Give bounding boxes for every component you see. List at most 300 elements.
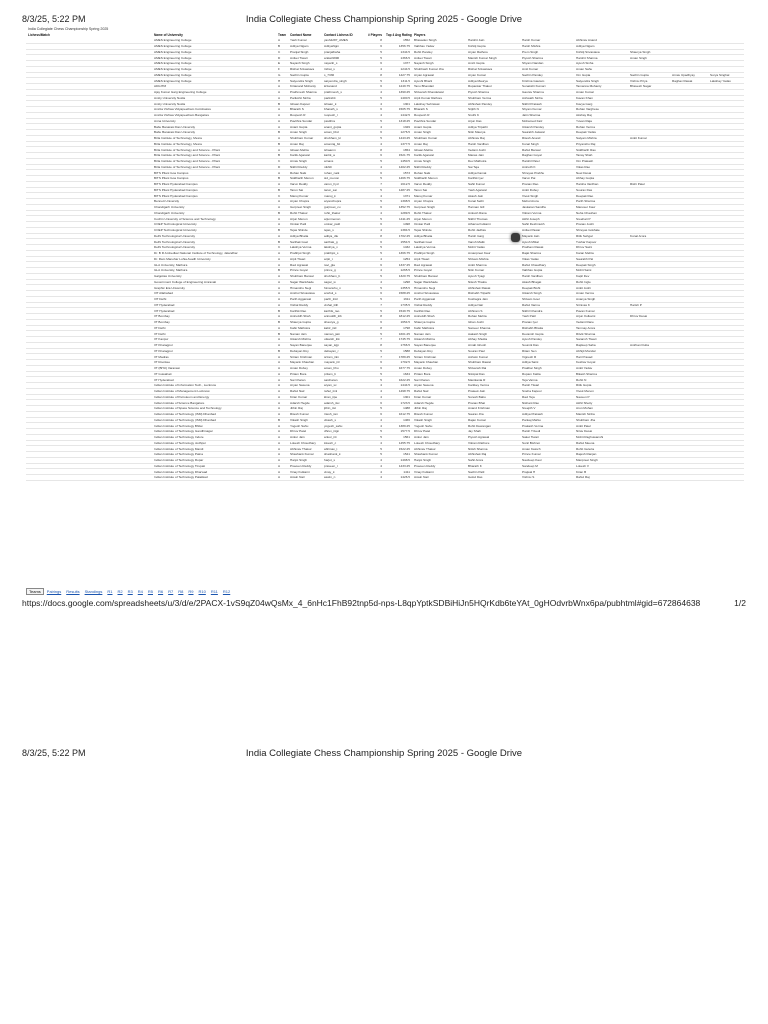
table-row — [26, 475, 744, 481]
cell-avg: 1344.5 — [400, 49, 410, 54]
cell-team: A — [278, 383, 281, 388]
cell-p2: Ankush Rana — [468, 210, 487, 215]
cell-college: Ajay Kumar Garg Engineering College — [154, 90, 207, 95]
cell-p5: Dhruv Desai — [630, 314, 648, 319]
cell-avg: 1402.25 — [398, 164, 410, 169]
cell-p2: Ashwin Kumar — [468, 354, 488, 359]
cell-p2: Sai Teja — [468, 164, 479, 169]
cell-p1: Prince Goyal — [414, 268, 432, 273]
cell-p3: Kunal Singh — [522, 141, 539, 146]
cell-college: AMES Engineering College — [154, 72, 192, 77]
cell-contact: Arpit Tiwari — [290, 256, 306, 261]
cell-players: 8 — [380, 38, 382, 43]
cell-lichess: arjunmenon — [324, 216, 341, 221]
cell-p5: Kunal Arora — [630, 233, 647, 238]
cell-p2: Aakash Singh — [468, 331, 488, 336]
cell-contact: Utkarsh Mishra — [290, 337, 311, 342]
cell-avg: 1498 — [403, 222, 410, 227]
cell-lichess: karthik_rao — [324, 308, 340, 313]
cell-avg: 1249.75 — [398, 84, 410, 89]
cell-p3: Navdeep Kaur — [522, 458, 542, 463]
cell-p4: Karan Mehta — [576, 251, 594, 256]
cell-avg: 1427.75 — [398, 72, 410, 77]
cell-p4: Deepak Yadav — [576, 130, 597, 135]
cell-p3: Amit Kumar — [522, 67, 539, 72]
cell-p3: Rupam Kalita — [522, 371, 541, 376]
cell-college: Amity University Noida — [154, 101, 186, 106]
cell-contact: Shubham Bansal — [290, 274, 314, 279]
cell-p4: Vivek Menon — [576, 389, 594, 394]
cell-p2: Ishan Joshi — [468, 320, 484, 325]
cell-p1: Abhinav Thakur — [414, 446, 436, 451]
cell-p2: Rishabh Tripathi — [468, 291, 491, 296]
cell-p3: Raghav Goyal — [522, 153, 542, 158]
sheet-tab[interactable]: R6 — [158, 589, 164, 594]
cell-p1: Rahul Nair — [414, 389, 429, 394]
cell-avg: 1400.5 — [400, 95, 410, 100]
cell-p3: Aman Katoch — [522, 446, 541, 451]
cell-p1: Sayan Banerjee — [414, 343, 437, 348]
cell-p4: Rohit Ingle — [576, 279, 591, 284]
cell-contact: Kritanand Mohanty — [290, 84, 316, 89]
cell-lichess: aryanchopra — [324, 199, 342, 204]
cell-p2: Sahil Arora — [468, 458, 484, 463]
cell-college: COEP Technological University — [154, 228, 197, 233]
cell-college: Babu Banarasi Das University — [154, 124, 196, 129]
cell-players: 8 — [380, 72, 382, 77]
cell-contact: Aditya Bhatia — [290, 233, 309, 238]
cell-avg: 1549.75 — [398, 308, 410, 313]
cell-players: 4 — [380, 141, 382, 146]
cell-college: Birla Institute of Technology and Science - Pilani — [154, 153, 220, 158]
cell-college: COEP Technological University — [154, 222, 197, 227]
sheet-tab[interactable]: Teams — [26, 588, 44, 595]
sheet-tab[interactable]: R10 — [198, 589, 206, 594]
cell-avg: 1498.75 — [398, 389, 410, 394]
cell-college: Amrita Vishwa Vidyapeetham Bangalore — [154, 113, 210, 118]
cell-college: GLA University, Mathura — [154, 262, 188, 267]
cell-team: A — [278, 285, 281, 290]
cell-lichess: shubham_b — [324, 274, 341, 279]
sheet-tab[interactable]: R1 — [107, 589, 113, 594]
cell-p4: Tanmay Arora — [576, 325, 596, 330]
cell-team: A — [278, 475, 281, 480]
cell-contact: Aniket Tiwari — [290, 55, 308, 60]
cell-p4: Saransh Tiwari — [576, 337, 597, 342]
cell-p4: Naveen P — [576, 394, 590, 399]
cell-avg: 1455.75 — [398, 440, 410, 445]
sheet-tab[interactable]: R2 — [117, 589, 123, 594]
cell-avg: 1789.25 — [398, 354, 410, 359]
cell-college: IIIT Hyderabad — [154, 302, 175, 307]
cell-lichess: saicharan — [324, 377, 338, 382]
cell-p1: Arpit Tiwari — [414, 256, 430, 261]
cell-p4: Rajesh Ranjan — [576, 452, 597, 457]
cell-team: A — [278, 107, 281, 112]
cell-lichess: tarun_sai — [324, 187, 337, 192]
cell-lichess: aniket9990 — [324, 55, 340, 60]
cell-contact: Sarthak Goel — [290, 239, 309, 244]
cell-players: 5 — [380, 308, 382, 313]
cell-p3: Sneha Kapoor — [522, 389, 542, 394]
cell-p1: Vishal Reddy — [414, 302, 433, 307]
cell-lichess: anant_gupta — [324, 124, 342, 129]
cell-p2: Nikhil Thomas — [468, 216, 488, 221]
cell-team: B — [278, 130, 281, 135]
cell-team: A — [278, 95, 281, 100]
cell-p3: Prajwal H — [522, 469, 536, 474]
cell-p1: Rohit Thakur — [414, 210, 432, 215]
cell-avg: 1377.5 — [400, 141, 410, 146]
cell-p4: Ritik Sehgal — [576, 233, 593, 238]
cell-college: IIT Guwahati — [154, 371, 172, 376]
cell-p4: Deepak Rao — [576, 193, 594, 198]
cell-lichess: rohan_naik — [324, 170, 340, 175]
cell-p4: Rohan Varghese — [576, 107, 599, 112]
cell-college: BITS Pilani Hyderabad Campus — [154, 182, 198, 187]
cell-p3: Shivam Goel — [522, 297, 540, 302]
cell-avg: 1443.25 — [398, 136, 410, 141]
cell-avg: 1329 — [403, 124, 410, 129]
cell-college: ADGITM — [154, 84, 167, 89]
cell-p3: Shyam Kumar — [522, 107, 542, 112]
cell-p1: Lakshya Verma — [414, 245, 436, 250]
cell-contact: Kartik Agarwal — [290, 153, 310, 158]
cell-p4: Kavya Garg — [576, 101, 593, 106]
cell-avg: 1498.5 — [400, 458, 410, 463]
cell-players: 6 — [380, 360, 382, 365]
cell-p2: Rajan Kumar — [468, 417, 487, 422]
cell-p3: Varun Pai — [522, 176, 536, 181]
cell-p2: Abhishek Raj — [468, 452, 487, 457]
cell-p3: Rahul Chaudhary — [522, 262, 547, 267]
cell-lichess: aniruddh_iitb — [324, 314, 342, 319]
cell-lichess: tejas_s — [324, 228, 334, 233]
cell-p4: Aman Verma — [576, 291, 594, 296]
cell-p4: Rohit Guleria — [576, 446, 595, 451]
cell-p4: Rahul Raj — [576, 475, 590, 480]
cell-p4: Shreyas Gokhale — [576, 228, 600, 233]
cell-p1: Rohit Pandey — [414, 49, 433, 54]
sheet-tab[interactable]: Results — [66, 589, 80, 594]
cell-p4: Keshav Goyal — [576, 360, 596, 365]
cell-team: A — [278, 371, 281, 376]
cell-players: 5 — [380, 199, 382, 204]
cell-p4: Kshitij Srivastava — [576, 49, 600, 54]
cell-p2: Kartikey Verma — [468, 383, 489, 388]
cell-team: B — [278, 210, 281, 215]
cell-avg: 1371 — [403, 193, 410, 198]
cell-contact: Lakshya Verma — [290, 245, 312, 250]
cell-p1: Nikhil Reddy — [414, 164, 432, 169]
cell-players: 7 — [380, 182, 382, 187]
cell-p1: Shubham Kumar — [414, 136, 438, 141]
cell-avg: 1766.5 — [400, 343, 410, 348]
cell-p4: Harsha Vardhan — [576, 182, 599, 187]
cell-lichess: sid_menon — [324, 176, 340, 181]
cell-team: B — [278, 331, 281, 336]
cell-team: A — [278, 262, 281, 267]
cell-team: A — [278, 291, 281, 296]
cell-p2: Manish Kumar Singh — [468, 55, 497, 60]
cell-avg: 1723.5 — [400, 400, 410, 405]
cell-team: E — [278, 61, 281, 66]
cell-avg: 1554.5 — [400, 239, 410, 244]
cell-p2: Saurav Jha — [468, 412, 484, 417]
cell-avg: 1337.25 — [398, 262, 410, 267]
cell-college: Indian Institute of Technology Palakkad — [154, 475, 208, 480]
cell-p4: Tamanna Mohanty — [576, 84, 602, 89]
cell-team: A — [278, 233, 281, 238]
cell-lichess: parikshit — [324, 95, 336, 100]
cell-lichess: abhinav_t — [324, 446, 338, 451]
cell-p3: Krishna Gautam — [522, 78, 545, 83]
cell-contact: Siddharth Menon — [290, 176, 314, 181]
print-footer — [0, 598, 768, 610]
sheet-tab[interactable]: R3 — [127, 589, 133, 594]
sheet-tab[interactable]: R8 — [178, 589, 184, 594]
cell-p5: Harish P — [630, 302, 642, 307]
cell-college: Chandigarh University — [154, 205, 185, 210]
cell-p1: Anant Gupta — [414, 124, 432, 129]
cell-college: IIT Bombay — [154, 314, 170, 319]
cell-players: 8 — [380, 343, 382, 348]
cell-contact: Ishaan Kapoor — [290, 101, 311, 106]
cell-avg: 1432 — [403, 245, 410, 250]
sheet-tab[interactable]: R7 — [168, 589, 174, 594]
cell-p1: Kabir Malhotra — [414, 325, 435, 330]
cell-p2: Mohit Yadav — [468, 245, 485, 250]
cell-p3: Vivek Singh — [522, 193, 539, 198]
cell-avg: 1522.25 — [398, 446, 410, 451]
cell-contact: Tejas Shinde — [290, 228, 308, 233]
cell-p1: Gurpreet Singh — [414, 205, 435, 210]
cell-p4: Abhay Gupta — [576, 176, 595, 181]
cell-college: AMES Engineering College — [154, 78, 192, 83]
cell-players: 4 — [380, 458, 382, 463]
cell-p2: Ayush Tyagi — [468, 274, 485, 279]
cell-avg: 1450.5 — [400, 159, 410, 164]
sheet-tab[interactable]: R5 — [147, 589, 153, 594]
cell-avg: 1505.75 — [398, 107, 410, 112]
cell-team: A — [278, 429, 281, 434]
cell-p1: Karthik Rao — [414, 308, 431, 313]
cell-college: IIT Delhi — [154, 331, 166, 336]
cell-p4: Priyanshu Raj — [576, 141, 596, 146]
cell-p3: Pratham Rawat — [522, 245, 544, 250]
header-lichess: Contact Lichess ID — [324, 33, 353, 37]
cell-lichess: gurpreet_cu — [324, 205, 341, 210]
cell-p2: Abhinav Raj — [468, 136, 485, 141]
cell-team: A — [278, 256, 281, 261]
cell-p3: Ravi Teja — [522, 394, 535, 399]
cell-p1: Shaurya Gupta — [414, 320, 435, 325]
cell-p1: Aryan Agrawal — [414, 72, 434, 77]
cell-contact: Pavithra Sundar — [290, 118, 313, 123]
cell-college: IIT Kharagpur — [154, 348, 173, 353]
cell-team: C — [278, 193, 281, 198]
cell-players: 6 — [380, 366, 382, 371]
cell-team: F — [278, 67, 280, 72]
sheet-tab[interactable]: Standings — [84, 589, 103, 594]
cell-p1: Vaibhav Yadav — [414, 44, 435, 49]
cell-p3: Vaibhav Gupta — [522, 268, 543, 273]
cell-players: 6 — [380, 170, 382, 175]
cell-college: Indian Institute of Technology Bhilai — [154, 423, 203, 428]
cell-players: 4 — [380, 389, 382, 394]
cell-college: IIT Hyderabad — [154, 377, 174, 382]
cell-p1: Tarun Sai — [414, 187, 428, 192]
cell-contact: Vishal Reddy — [290, 302, 309, 307]
cell-p2: Manas Jain — [468, 153, 484, 158]
cell-p1: Nayanh Singh — [414, 61, 434, 66]
cell-p4: Abhijit Mondal — [576, 348, 596, 353]
cell-contact: Shubham Kumar — [290, 136, 314, 141]
cell-players: 5 — [380, 216, 382, 221]
cell-team: A — [278, 118, 281, 123]
cell-lichess: sayan_kgp — [324, 343, 339, 348]
cell-p6: Arnav Upadhyay — [672, 72, 695, 77]
cell-p2: Kunal Sethi — [468, 199, 484, 204]
cell-p3: Harsh Trivedi — [522, 429, 541, 434]
cell-p4: Ananya Singh — [576, 297, 596, 302]
cell-avg: 1411 — [403, 469, 410, 474]
header-link: Lichess/Match — [28, 33, 50, 37]
cell-players: 6 — [380, 222, 382, 227]
cell-players: 4 — [380, 394, 382, 399]
cell-team: A — [278, 314, 281, 319]
cell-p1: Aniket Tiwari — [414, 55, 432, 60]
cell-p3: Ritesh Anand — [522, 136, 541, 141]
cell-p2: Nitin Maurya — [468, 130, 486, 135]
cell-lichess: pavithra — [324, 118, 336, 123]
cell-players: 6 — [380, 130, 382, 135]
cell-avg: 1812.25 — [398, 314, 410, 319]
cell-contact: Sayan Banerjee — [290, 343, 313, 348]
cell-players: 4 — [380, 193, 382, 198]
cell-team: A — [278, 337, 281, 342]
cell-contact: Yogesh Sahu — [290, 423, 309, 428]
cell-p2: Abhishek Pandey — [468, 101, 493, 106]
cell-p4: Satyendra Singh — [576, 78, 599, 83]
cell-lichess: shubham_kr — [324, 136, 342, 141]
cell-p4: Srinivas K — [576, 302, 590, 307]
cell-p2: Rupankar Thakur — [468, 84, 492, 89]
cell-p3: Jatin Sharma — [522, 113, 541, 118]
cell-p2: Rohit Dewangan — [468, 423, 491, 428]
cell-lichess: sagar_w — [324, 279, 336, 284]
cell-p3: Sahil Deshmukh — [522, 222, 545, 227]
cell-p1: Himanshu Negi — [414, 285, 436, 290]
cell-players: 5 — [380, 285, 382, 290]
cell-players: 5 — [380, 55, 382, 60]
cell-avg: 1611 — [403, 297, 410, 302]
cell-avg: 1254 — [403, 256, 410, 261]
cell-p3: Deepak Bisht — [522, 285, 541, 290]
cell-contact: Tarun Sai — [290, 187, 304, 192]
cell-lichess: kritanand — [324, 84, 337, 89]
cell-p2: Arjun Das — [468, 118, 482, 123]
cell-p1: Bharath S — [414, 107, 428, 112]
cell-p1: Tanu Bhandari — [414, 84, 434, 89]
sheet-tab[interactable]: Pairings — [46, 589, 62, 594]
cell-players: 4 — [380, 210, 382, 215]
cell-lichess: sarthak_g — [324, 239, 338, 244]
cell-avg: 1433.25 — [398, 463, 410, 468]
sheet-tab[interactable]: R12 — [222, 589, 231, 594]
cell-p3: Prakash Verma — [522, 423, 544, 428]
cell-team: A — [278, 251, 281, 256]
cell-p4: Pavan Kumar — [576, 308, 595, 313]
cell-college: AMES Engineering College — [154, 44, 192, 49]
header-player-list: Players — [414, 33, 426, 37]
cell-p2: Ankit Sharma — [468, 262, 487, 267]
cursor-highlight — [511, 233, 520, 242]
cell-lichess: vikash_s — [324, 417, 337, 422]
cell-players: 6 — [380, 153, 382, 158]
cell-p4: Aditya Nigam — [576, 44, 595, 49]
cell-p2: Rishat Srivastava — [468, 67, 493, 72]
cell-players: 5 — [380, 95, 382, 100]
cell-college: IIT Kharagpur — [154, 343, 173, 348]
cell-p3: Utkarsh Singh — [522, 291, 542, 296]
cell-lichess: manoj_k — [324, 193, 336, 198]
cell-lichess: kartik_a — [324, 153, 335, 158]
cell-p4: Om Prakash — [576, 159, 594, 164]
cell-p3: Harsh Vardhan — [522, 274, 543, 279]
cell-college: Birla Institute of Technology, Mesra — [154, 141, 202, 146]
cell-p4: Siddharth Rao — [576, 147, 596, 152]
cell-team: A — [278, 222, 281, 227]
cell-p4: Kavan Khan — [576, 95, 593, 100]
cell-p1: Ankur Jain — [414, 435, 429, 440]
cell-p2: Nitin Kumar — [468, 268, 485, 273]
cell-contact: Arnav Singh — [290, 159, 307, 164]
cell-p4: Aman Kumar — [576, 90, 595, 95]
cell-contact: Nayanh Singh — [290, 61, 310, 66]
cell-p1: Parth Aggarwal — [414, 297, 435, 302]
cell-contact: Lokesh Choudhary — [290, 440, 316, 445]
cell-players: 8 — [380, 314, 382, 319]
cell-team: A — [278, 412, 281, 417]
cell-team: A — [278, 463, 281, 468]
cell-contact: Parikshit Sinha — [290, 95, 311, 100]
cell-team: A — [278, 216, 281, 221]
cell-lichess: jithin_iist — [324, 406, 336, 411]
cell-contact: Aryan Chopra — [290, 199, 310, 204]
cell-p2: Amanpreet Kaur — [468, 251, 491, 256]
cell-p3: Pranav Rao — [522, 182, 539, 187]
cell-team: H — [278, 78, 281, 83]
cell-p2: Shubham Verma — [468, 95, 492, 100]
sheet-tab[interactable]: R11 — [210, 589, 218, 594]
cell-avg: 1244.5 — [400, 67, 410, 72]
cell-college: BITS Pilani Goa Campus — [154, 170, 189, 175]
cell-p1: Aman Dubey — [414, 366, 432, 371]
cell-avg: 1466.75 — [398, 176, 410, 181]
cell-p3: Devansh Gupta — [522, 331, 544, 336]
published-spreadsheet — [26, 27, 744, 585]
cell-team: B — [278, 44, 281, 49]
cell-lichess: praveen_r — [324, 463, 338, 468]
cell-p1: Aryan Saxena — [414, 383, 434, 388]
cell-p3: Harsh Mishra — [522, 44, 541, 49]
cell-lichess: sriram_iitm — [324, 354, 340, 359]
sheet-tab[interactable]: R4 — [137, 589, 143, 594]
cell-p4: Bikash Sharma — [576, 371, 597, 376]
cell-team: A — [278, 147, 281, 152]
sheet-tab[interactable]: R9 — [188, 589, 194, 594]
